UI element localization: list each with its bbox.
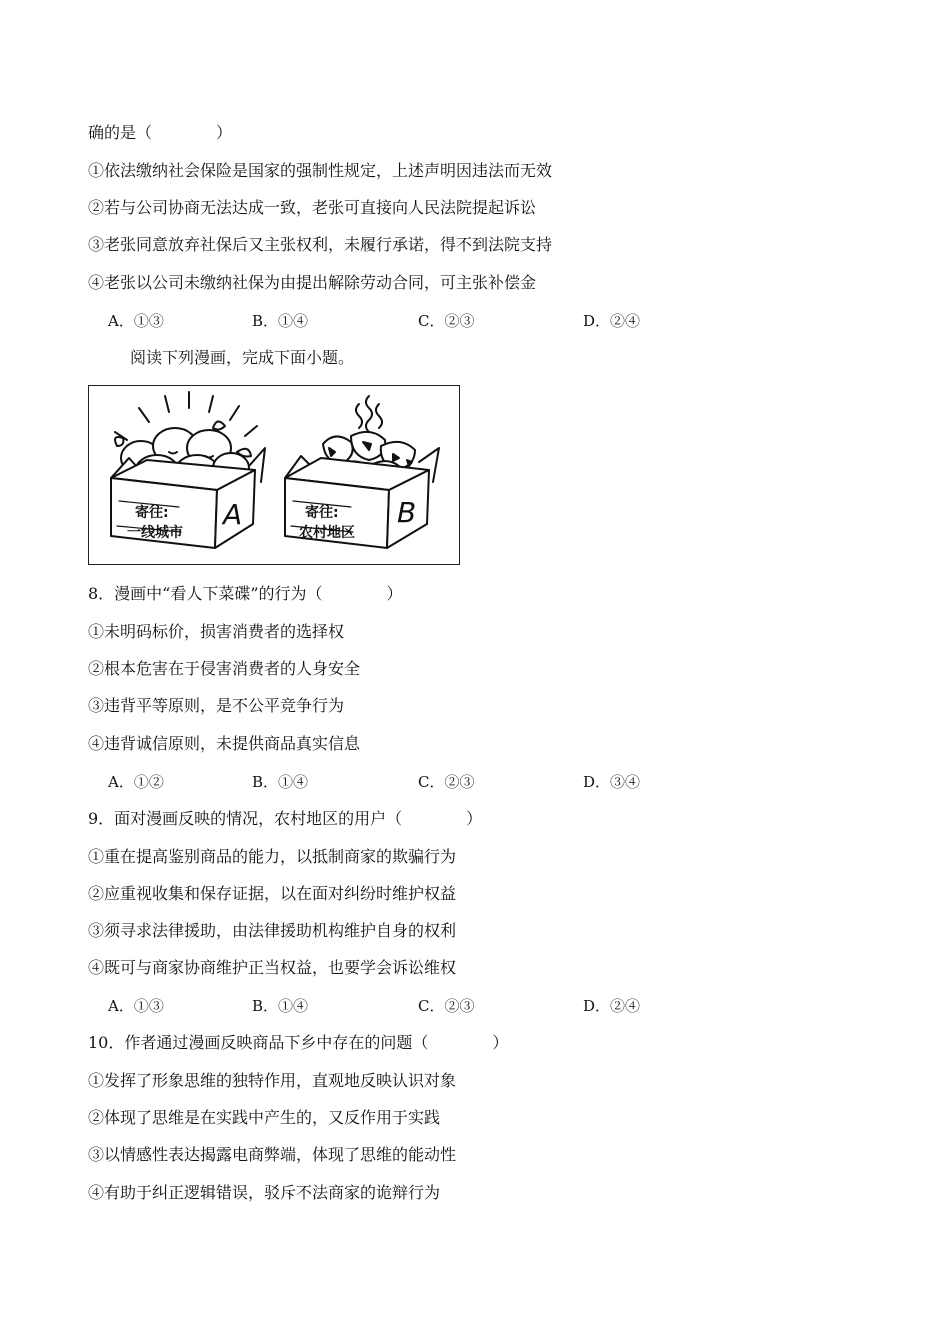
q9-item-2: ②应重视收集和保存证据，以在面对纠纷时维护权益 — [88, 884, 457, 903]
q9-option-c: C．②③ — [418, 997, 475, 1015]
q8-item-1: ①未明码标价，损害消费者的选择权 — [88, 622, 345, 641]
q10-stem: 10．作者通过漫画反映商品下乡中存在的问题（ ） — [88, 1033, 509, 1052]
q9-option-b: B．①④ — [252, 997, 309, 1015]
q9-item-3: ③须寻求法律援助，由法律援助机构维护自身的权利 — [88, 921, 457, 940]
q9-option-d: D．②④ — [583, 997, 641, 1015]
q7-item-2: ②若与公司协商无法达成一致，老张可直接向人民法院提起诉讼 — [88, 198, 537, 217]
q9-item-1: ①重在提高鉴别商品的能力，以抵制商家的欺骗行为 — [88, 847, 457, 866]
q7-option-c: C．②③ — [418, 312, 475, 330]
box-a-label-line2: 一线城市 — [127, 525, 183, 541]
comic-illustration — [88, 385, 460, 565]
box-a-letter: A — [223, 498, 243, 531]
q8-option-d: D．③④ — [583, 773, 641, 791]
q8-option-b: B．①④ — [252, 773, 309, 791]
q7-option-b: B．①④ — [252, 312, 309, 330]
q7-item-1: ①依法缴纳社会保险是国家的强制性规定，上述声明因违法而无效 — [88, 161, 553, 180]
q9-stem: 9．面对漫画反映的情况，农村地区的用户（ ） — [88, 809, 483, 828]
box-b-label-line2: 农村地区 — [299, 525, 355, 541]
q7-stem-tail: 确的是（ ） — [88, 123, 233, 142]
q10-item-2: ②体现了思维是在实践中产生的，又反作用于实践 — [88, 1108, 441, 1127]
comic-drawing — [89, 386, 461, 566]
box-b-label-line1: 寄往: — [305, 505, 339, 521]
q8-stem: 8．漫画中“看人下菜碟”的行为（ ） — [88, 584, 403, 603]
q7-item-4: ④老张以公司未缴纳社保为由提出解除劳动合同，可主张补偿金 — [88, 273, 537, 292]
q8-option-c: C．②③ — [418, 773, 475, 791]
q7-item-3: ③老张同意放弃社保后又主张权利，未履行承诺，得不到法院支持 — [88, 235, 553, 254]
q10-item-3: ③以情感性表达揭露电商弊端，体现了思维的能动性 — [88, 1145, 457, 1164]
box-a-label-line1: 寄往: — [135, 505, 169, 521]
box-b-letter: B — [397, 496, 417, 529]
q7-option-d: D．②④ — [583, 312, 641, 330]
q9-option-a: A．①③ — [108, 997, 164, 1015]
reading-intro: 阅读下列漫画，完成下面小题。 — [130, 348, 355, 367]
q8-option-a: A．①② — [108, 773, 164, 791]
q10-item-1: ①发挥了形象思维的独特作用，直观地反映认识对象 — [88, 1071, 457, 1090]
q9-item-4: ④既可与商家协商维护正当权益，也要学会诉讼维权 — [88, 958, 457, 977]
q8-item-4: ④违背诚信原则，未提供商品真实信息 — [88, 734, 361, 753]
q10-item-4: ④有助于纠正逻辑错误，驳斥不法商家的诡辩行为 — [88, 1183, 441, 1202]
q7-option-a: A．①③ — [108, 312, 164, 330]
q8-item-3: ③违背平等原则，是不公平竞争行为 — [88, 696, 345, 715]
q8-item-2: ②根本危害在于侵害消费者的人身安全 — [88, 659, 361, 678]
